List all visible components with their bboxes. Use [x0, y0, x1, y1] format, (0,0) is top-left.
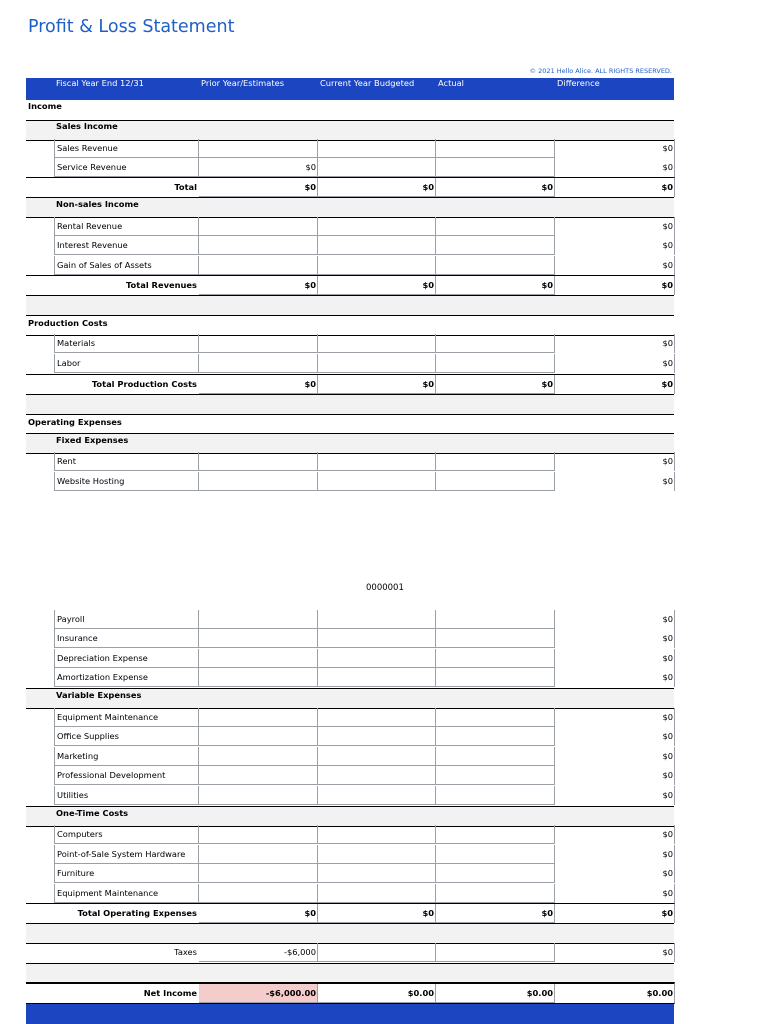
section-sales-income: [26, 120, 674, 141]
cell-prior[interactable]: $0: [199, 178, 318, 197]
row-label: Professional Development: [54, 766, 199, 785]
cell-current[interactable]: $0: [318, 375, 436, 394]
cell-current[interactable]: [318, 864, 436, 883]
cell-diff[interactable]: $0: [662, 888, 673, 898]
row-label: Furniture: [54, 864, 199, 883]
cell-prior[interactable]: [199, 747, 318, 766]
row-label: Computers: [54, 825, 199, 844]
cell-diff[interactable]: $0: [662, 653, 673, 663]
footer-bar: [26, 1004, 674, 1024]
cell-diff[interactable]: $0: [662, 260, 673, 270]
table-row: [26, 668, 675, 687]
cell-diff[interactable]: $0: [661, 379, 673, 389]
row-label: Materials: [54, 334, 199, 353]
cell-actual[interactable]: [436, 845, 555, 864]
cell-diff[interactable]: $0: [661, 908, 673, 918]
row-label: Equipment Maintenance: [54, 708, 199, 727]
cell-actual[interactable]: [436, 472, 555, 491]
section-label: Non-sales Income: [56, 199, 139, 209]
cell-current[interactable]: [318, 727, 436, 746]
cell-prior[interactable]: [199, 845, 318, 864]
table-row: [26, 943, 675, 962]
section-label: One-Time Costs: [56, 808, 129, 818]
row-label: Labor: [54, 354, 199, 373]
row-label: Rent: [54, 452, 199, 471]
cell-prior[interactable]: $0: [199, 276, 318, 295]
table-row: [26, 884, 675, 903]
cell-current[interactable]: [318, 452, 436, 471]
table-row: [26, 452, 675, 471]
row-label: Total Production Costs: [91, 379, 197, 389]
cell-actual[interactable]: [436, 668, 555, 687]
cell-actual[interactable]: [436, 610, 555, 629]
section-variable-expenses: [26, 688, 674, 709]
cell-prior[interactable]: [199, 727, 318, 746]
table-row: [26, 472, 675, 491]
cell-current[interactable]: [318, 668, 436, 687]
row-label: Total Operating Expenses: [77, 908, 197, 918]
cell-diff[interactable]: $0: [662, 221, 673, 231]
cell-current[interactable]: [318, 786, 436, 805]
cell-diff[interactable]: $0: [662, 868, 673, 878]
cell-prior[interactable]: $0: [199, 158, 318, 177]
row-label: Amortization Expense: [54, 668, 199, 687]
row-label: Depreciation Expense: [54, 649, 199, 668]
cell-prior[interactable]: [199, 236, 318, 255]
spacer-band: [26, 295, 674, 316]
row-label: Total Revenues: [126, 280, 197, 290]
table-row: [26, 354, 675, 373]
cell-current[interactable]: $0.00: [318, 984, 436, 1003]
cell-prior[interactable]: [199, 786, 318, 805]
table-row: [26, 727, 675, 746]
cell-current[interactable]: [318, 158, 436, 177]
cell-diff[interactable]: $0: [662, 614, 673, 624]
table-row: [26, 708, 675, 727]
cell-prior[interactable]: -$6,000.00: [199, 984, 318, 1003]
cell-actual[interactable]: [436, 766, 555, 785]
col-header-difference: Difference: [557, 78, 600, 88]
cell-diff[interactable]: $0: [662, 162, 673, 172]
cell-actual[interactable]: $0: [436, 276, 555, 295]
col-header-actual: Actual: [438, 78, 464, 88]
col-header-fiscal-year: Fiscal Year End 12/31: [56, 78, 144, 88]
cell-prior[interactable]: [199, 334, 318, 353]
cell-current[interactable]: [318, 884, 436, 903]
cell-actual[interactable]: [436, 747, 555, 766]
cell-actual[interactable]: [436, 334, 555, 353]
cell-actual[interactable]: [436, 629, 555, 648]
copyright-notice: © 2021 Hello Alice. ALL RIGHTS RESERVED.: [529, 67, 672, 75]
table-row: [26, 649, 675, 668]
row-label: Website Hosting: [54, 472, 199, 491]
cell-actual[interactable]: [436, 825, 555, 844]
cell-prior[interactable]: [199, 452, 318, 471]
cell-current[interactable]: [318, 845, 436, 864]
cell-actual[interactable]: [436, 354, 555, 373]
cell-current[interactable]: [318, 354, 436, 373]
table-row: [26, 786, 675, 805]
cell-current[interactable]: [318, 139, 436, 158]
table-row: [26, 139, 675, 158]
cell-diff[interactable]: $0: [662, 143, 673, 153]
cell-actual[interactable]: [436, 884, 555, 903]
cell-diff[interactable]: $0: [661, 182, 673, 192]
cell-actual[interactable]: [436, 943, 555, 962]
row-label: Rental Revenue: [54, 217, 199, 236]
cell-actual[interactable]: [436, 139, 555, 158]
table-row: [26, 747, 675, 766]
table-row: [26, 236, 675, 255]
col-header-current-budget: Current Year Budgeted: [320, 78, 415, 88]
total-row: [26, 275, 675, 295]
table-row: [26, 610, 675, 629]
table-row: [26, 256, 675, 275]
cell-diff[interactable]: $0: [662, 947, 673, 957]
section-label: Production Costs: [28, 318, 108, 328]
cell-diff[interactable]: $0: [662, 731, 673, 741]
table-row: [26, 629, 675, 648]
page-title: Profit & Loss Statement: [28, 17, 235, 37]
cell-actual[interactable]: [436, 786, 555, 805]
table-row: [26, 864, 675, 883]
table-row: [26, 766, 675, 785]
cell-diff[interactable]: $0: [662, 672, 673, 682]
cell-current[interactable]: $0: [318, 178, 436, 197]
total-row: [26, 374, 675, 394]
row-label: Gain of Sales of Assets: [54, 256, 199, 275]
cell-current[interactable]: [318, 649, 436, 668]
cell-actual[interactable]: [436, 649, 555, 668]
cell-prior[interactable]: $0: [199, 904, 318, 923]
row-label: Payroll: [54, 610, 199, 629]
row-label: Service Revenue: [54, 158, 199, 177]
row-label: Point-of-Sale System Hardware: [54, 845, 199, 864]
table-row: [26, 217, 675, 236]
table-header: [26, 78, 674, 100]
section-label: Fixed Expenses: [56, 435, 129, 445]
cell-prior[interactable]: [199, 139, 318, 158]
row-label: Taxes: [174, 947, 197, 957]
cell-actual[interactable]: [436, 452, 555, 471]
cell-current[interactable]: [318, 256, 436, 275]
cell-current[interactable]: $0: [318, 276, 436, 295]
cell-prior[interactable]: [199, 472, 318, 491]
cell-actual[interactable]: [436, 236, 555, 255]
spacer-band: [26, 963, 674, 984]
cell-diff[interactable]: $0: [662, 476, 673, 486]
section-non-sales-income: [26, 197, 674, 218]
total-row: [26, 177, 675, 197]
cell-diff[interactable]: $0: [662, 712, 673, 722]
section-fixed-expenses: [26, 433, 674, 454]
row-label: Sales Revenue: [54, 139, 199, 158]
cell-actual[interactable]: $0: [436, 375, 555, 394]
cell-actual[interactable]: $0.00: [436, 984, 555, 1003]
row-label: Interest Revenue: [54, 236, 199, 255]
row-label: Total: [174, 182, 197, 192]
cell-current[interactable]: [318, 610, 436, 629]
section-production-costs: [26, 315, 674, 336]
cell-diff[interactable]: $0: [662, 240, 673, 250]
cell-actual[interactable]: [436, 864, 555, 883]
cell-current[interactable]: [318, 472, 436, 491]
row-label: Equipment Maintenance: [54, 884, 199, 903]
cell-current[interactable]: [318, 708, 436, 727]
cell-prior[interactable]: [199, 629, 318, 648]
cell-prior[interactable]: [199, 825, 318, 844]
cell-diff[interactable]: $0: [662, 633, 673, 643]
section-label: Sales Income: [56, 121, 118, 131]
cell-prior[interactable]: [199, 256, 318, 275]
cell-diff[interactable]: $0.00: [646, 988, 673, 998]
row-label: Office Supplies: [54, 727, 199, 746]
table-row: [26, 334, 675, 353]
section-label: Income: [28, 101, 62, 111]
col-header-prior-year: Prior Year/Estimates: [201, 78, 285, 88]
section-label: Variable Expenses: [56, 690, 142, 700]
cell-actual[interactable]: [436, 158, 555, 177]
cell-current[interactable]: $0: [318, 904, 436, 923]
cell-current[interactable]: [318, 825, 436, 844]
cell-prior[interactable]: [199, 864, 318, 883]
cell-prior[interactable]: [199, 884, 318, 903]
cell-diff[interactable]: $0: [662, 338, 673, 348]
row-label: Insurance: [54, 629, 199, 648]
cell-current[interactable]: [318, 747, 436, 766]
cell-prior[interactable]: [199, 610, 318, 629]
cell-diff[interactable]: $0: [662, 751, 673, 761]
row-label: Net Income: [143, 988, 197, 998]
cell-diff[interactable]: $0: [662, 456, 673, 466]
cell-current[interactable]: [318, 943, 436, 962]
cell-diff[interactable]: $0: [662, 829, 673, 839]
cell-diff[interactable]: $0: [662, 790, 673, 800]
total-row: [26, 903, 675, 923]
table-row: [26, 845, 675, 864]
cell-diff[interactable]: $0: [662, 770, 673, 780]
row-label: Marketing: [54, 747, 199, 766]
section-one-time-costs: [26, 806, 674, 827]
cell-current[interactable]: [318, 236, 436, 255]
cell-current[interactable]: [318, 334, 436, 353]
cell-prior[interactable]: [199, 649, 318, 668]
cell-diff[interactable]: $0: [662, 358, 673, 368]
cell-current[interactable]: [318, 766, 436, 785]
cell-prior[interactable]: [199, 708, 318, 727]
cell-actual[interactable]: [436, 708, 555, 727]
cell-diff[interactable]: $0: [661, 280, 673, 290]
cell-actual[interactable]: [436, 727, 555, 746]
table-row: [26, 825, 675, 844]
cell-prior[interactable]: [199, 766, 318, 785]
cell-diff[interactable]: $0: [662, 849, 673, 859]
section-label: Operating Expenses: [28, 417, 122, 427]
cell-current[interactable]: [318, 629, 436, 648]
cell-current[interactable]: [318, 217, 436, 236]
spacer-band: [26, 394, 674, 415]
section-income: [26, 100, 674, 121]
section-operating-expenses: [26, 414, 674, 435]
page-number: 0000001: [366, 583, 404, 593]
cell-prior[interactable]: [199, 668, 318, 687]
cell-actual[interactable]: [436, 217, 555, 236]
row-label: Utilities: [54, 786, 199, 805]
cell-prior[interactable]: [199, 354, 318, 373]
cell-actual[interactable]: [436, 256, 555, 275]
spacer-band: [26, 923, 674, 944]
cell-prior[interactable]: [199, 217, 318, 236]
cell-prior[interactable]: -$6,000: [199, 943, 318, 962]
table-row: [26, 158, 675, 177]
total-row: [26, 982, 675, 1004]
cell-prior[interactable]: $0: [199, 375, 318, 394]
cell-actual[interactable]: $0: [436, 904, 555, 923]
cell-actual[interactable]: $0: [436, 178, 555, 197]
